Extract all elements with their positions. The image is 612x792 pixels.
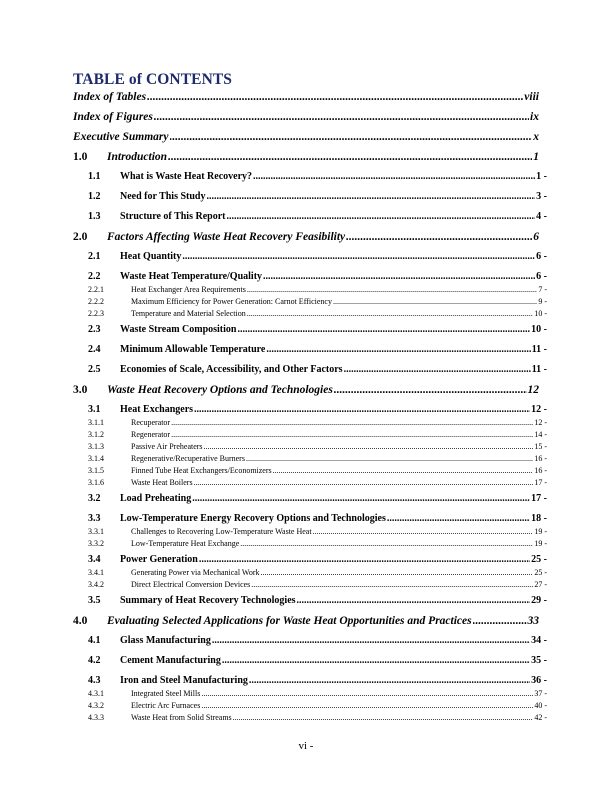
dot-leader [199, 554, 530, 565]
toc-entry-title: Regenerative/Recuperative Burners [131, 454, 245, 463]
toc-entry[interactable] [0, 635, 612, 649]
toc-entry-page: 4 - [536, 211, 547, 222]
toc-entry-title: Factors Affecting Waste Heat Recovery Feasibility [107, 231, 346, 243]
toc-entry[interactable] [0, 689, 612, 700]
dot-leader [246, 454, 533, 463]
toc-entry-page: 11 - [531, 344, 547, 355]
toc-entry-number: 4.3 [88, 675, 101, 686]
dot-leader [240, 539, 533, 548]
toc-entry-page: 17 - [531, 493, 547, 504]
toc-entry-page: 27 - [534, 580, 547, 589]
toc-entry-number: 3.4.1 [88, 568, 104, 577]
toc-entry-number: 1.3 [88, 211, 101, 222]
toc-entry-title: Challenges to Recovering Low-Temperature Waste Heat [131, 527, 312, 536]
toc-entry-number: 2.5 [88, 364, 101, 375]
dot-leader [212, 635, 530, 646]
toc-entry-title: Regenerator [131, 430, 171, 439]
toc-entry-title: Evaluating Selected Applications for Waste Heat Opportunities and Practices [107, 615, 472, 627]
toc-entry[interactable] [0, 309, 612, 320]
toc-entry-title: Heat Quantity [120, 251, 182, 262]
toc-entry-number: 3.3 [88, 513, 101, 524]
toc-entry-title: Temperature and Material Selection [131, 309, 246, 318]
toc-entry-number: 4.3.1 [88, 689, 104, 698]
toc-entry-page: 19 - [534, 539, 547, 548]
toc-entry-number: 4.3.2 [88, 701, 104, 710]
toc-entry-title: Structure of This Report [120, 211, 226, 222]
dot-leader [237, 324, 530, 335]
toc-entry-number: 3.0 [73, 384, 88, 396]
dot-leader [182, 251, 535, 262]
dot-leader [154, 111, 529, 123]
toc-entry[interactable] [0, 285, 612, 296]
toc-entry-number: 2.1 [88, 251, 101, 262]
toc-entry-number: 1.0 [73, 151, 88, 163]
toc-entry-number: 2.2.2 [88, 297, 104, 306]
toc-entry-page: 12 - [531, 404, 547, 415]
toc-entry[interactable] [0, 91, 612, 107]
toc-entry-title: Cement Manufacturing [120, 655, 221, 666]
toc-entry-page: 37 - [534, 689, 547, 698]
dot-leader [247, 285, 537, 294]
dot-leader [251, 580, 533, 589]
dot-leader [226, 211, 535, 222]
toc-entry[interactable] [0, 344, 612, 358]
dot-leader [170, 131, 533, 143]
toc-entry[interactable] [0, 615, 612, 631]
toc-entry-title: Passive Air Preheaters [131, 442, 203, 451]
dot-leader [346, 231, 532, 243]
toc-entry[interactable] [0, 454, 612, 465]
toc-entry[interactable] [0, 271, 612, 285]
toc-entry-page: 36 - [531, 675, 547, 686]
toc-entry-number: 3.4 [88, 554, 101, 565]
toc-entry-title: Electric Arc Furnaces [131, 701, 201, 710]
toc-entry-page: 7 - [538, 285, 547, 294]
toc-entry-title: Introduction [107, 151, 168, 163]
toc-entry[interactable] [0, 713, 612, 724]
dot-leader [201, 689, 533, 698]
toc-entry[interactable] [0, 442, 612, 453]
toc-entry[interactable] [0, 404, 612, 418]
dot-leader [253, 171, 535, 182]
dot-leader [204, 442, 534, 451]
toc-entry[interactable] [0, 554, 612, 568]
dot-leader [171, 430, 533, 439]
toc-entry[interactable] [0, 675, 612, 689]
toc-entry[interactable] [0, 111, 612, 127]
dot-leader [334, 384, 527, 396]
toc-entry[interactable] [0, 171, 612, 185]
toc-entry-number: 1.1 [88, 171, 101, 182]
dot-leader [473, 615, 527, 627]
toc-entry[interactable] [0, 478, 612, 489]
toc-entry[interactable] [0, 466, 612, 477]
toc-entry-page: 18 - [531, 513, 547, 524]
toc-entry-number: 2.2 [88, 271, 101, 282]
toc-entry[interactable] [0, 539, 612, 550]
toc-entry-title: Need for This Study [120, 191, 206, 202]
toc-entry[interactable] [0, 231, 612, 247]
toc-entry[interactable] [0, 131, 612, 147]
toc-entry[interactable] [0, 151, 612, 167]
toc-entry-number: 2.4 [88, 344, 101, 355]
toc-entry-number: 4.0 [73, 615, 88, 627]
toc-entry-page: 3 - [536, 191, 547, 202]
toc-entry-page: 25 - [531, 554, 547, 565]
toc-entry[interactable] [0, 324, 612, 338]
toc-entry[interactable] [0, 297, 612, 308]
toc-entry-page: 16 - [534, 466, 547, 475]
toc-entry[interactable] [0, 655, 612, 669]
toc-entry-number: 4.3.3 [88, 713, 104, 722]
dot-leader [168, 151, 532, 163]
toc-entry-number: 3.3.2 [88, 539, 104, 548]
toc-entry[interactable] [0, 211, 612, 225]
toc-entry-page: 1 [533, 151, 539, 163]
toc-entry-title: Direct Electrical Conversion Devices [131, 580, 251, 589]
dot-leader [201, 701, 533, 710]
dot-leader [261, 568, 534, 577]
toc-entry-title: Waste Heat from Solid Streams [131, 713, 232, 722]
toc-entry-page: 10 - [531, 324, 547, 335]
dot-leader [333, 297, 537, 306]
toc-entry-number: 2.3 [88, 324, 101, 335]
toc-entry-number: 2.2.1 [88, 285, 104, 294]
dot-leader [263, 271, 535, 282]
toc-entry-number: 3.1.3 [88, 442, 104, 451]
toc-entry-page: 11 - [531, 364, 547, 375]
toc-entry-title: Economies of Scale, Accessibility, and Other Factors [120, 364, 343, 375]
toc-entry-page: 16 - [534, 454, 547, 463]
toc-entry-page: x [533, 131, 539, 143]
dot-leader [249, 675, 530, 686]
toc-entry-title: Low-Temperature Heat Exchange [131, 539, 240, 548]
toc-entry-page: 14 - [534, 430, 547, 439]
toc-entry-page: 6 - [536, 271, 547, 282]
toc-entry-number: 3.1.4 [88, 454, 104, 463]
toc-entry-title: Waste Heat Boilers [131, 478, 193, 487]
toc-entry[interactable] [0, 701, 612, 712]
toc-entry-title: Low-Temperature Energy Recovery Options and Technologies [120, 513, 386, 524]
dot-leader [147, 91, 523, 103]
dot-leader [192, 493, 530, 504]
toc-entry-title: Heat Exchanger Area Requirements [131, 285, 246, 294]
toc-entry-title: Heat Exchangers [120, 404, 194, 415]
dot-leader [233, 713, 534, 722]
dot-leader [273, 466, 534, 475]
toc-entry[interactable] [0, 430, 612, 441]
toc-entry-title: Finned Tube Heat Exchangers/Economizers [131, 466, 272, 475]
toc-entry-page: ix [530, 111, 539, 123]
toc-entry[interactable] [0, 568, 612, 579]
toc-entry-number: 2.0 [73, 231, 88, 243]
toc-entry-title: Waste Heat Recovery Options and Technologies [107, 384, 333, 396]
toc-entry-title: Recuperator [131, 418, 171, 427]
toc-entry-page: 15 - [534, 442, 547, 451]
toc-entry-number: 4.2 [88, 655, 101, 666]
toc-entry-title: What is Waste Heat Recovery? [120, 171, 253, 182]
toc-entry[interactable] [0, 527, 612, 538]
toc-entry-page: 12 [527, 384, 539, 396]
toc-entry[interactable] [0, 384, 612, 400]
toc-entry-title: Executive Summary [73, 131, 169, 143]
toc-entry-title: Index of Figures [73, 111, 153, 123]
dot-leader [222, 655, 530, 666]
dot-leader [194, 478, 534, 487]
toc-entry-number: 3.1.5 [88, 466, 104, 475]
page-number: vi - [298, 740, 314, 752]
dot-leader [387, 513, 530, 524]
toc-entry-title: Integrated Steel Mills [131, 689, 201, 698]
toc-entry-number: 3.1.1 [88, 418, 104, 427]
dot-leader [194, 404, 530, 415]
toc-entry-number: 3.1.6 [88, 478, 104, 487]
dot-leader [344, 364, 531, 375]
toc-entry[interactable] [0, 595, 612, 609]
toc-entry-number: 2.2.3 [88, 309, 104, 318]
toc-entry[interactable] [0, 513, 612, 527]
toc-entry-number: 3.5 [88, 595, 101, 606]
toc-entry-title: Summary of Heat Recovery Technologies [120, 595, 296, 606]
dot-leader [313, 527, 534, 536]
toc-entry-number: 3.1.2 [88, 430, 104, 439]
toc-entry-title: Index of Tables [73, 91, 147, 103]
toc-entry-page: 19 - [534, 527, 547, 536]
toc-entry[interactable] [0, 191, 612, 205]
toc-entry-page: 25 - [534, 568, 547, 577]
toc-entry-page: 6 [533, 231, 539, 243]
toc-entry-page: 40 - [534, 701, 547, 710]
toc-entry-page: 12 - [534, 418, 547, 427]
toc-entry-title: Power Generation [120, 554, 198, 565]
toc-entry-title: Waste Heat Temperature/Quality [120, 271, 263, 282]
toc-entry-page: 33 [527, 615, 539, 627]
toc-entry-page: viii [524, 91, 539, 103]
toc-entry-number: 3.1 [88, 404, 101, 415]
toc-entry-title: Glass Manufacturing [120, 635, 211, 646]
toc-entry-title: Iron and Steel Manufacturing [120, 675, 248, 686]
toc-entry-title: Generating Power via Mechanical Work [131, 568, 260, 577]
dot-leader [206, 191, 535, 202]
toc-entry-title: Load Preheating [120, 493, 192, 504]
toc-entry-page: 35 - [531, 655, 547, 666]
toc-entry-title: Minimum Allowable Temperature [120, 344, 266, 355]
dot-leader [266, 344, 530, 355]
page-title: TABLE of CONTENTS [73, 71, 233, 88]
toc-entry-title: Waste Stream Composition [120, 324, 237, 335]
toc-entry-page: 42 - [534, 713, 547, 722]
toc-entry-page: 1 - [536, 171, 547, 182]
toc-entry-page: 17 - [534, 478, 547, 487]
toc-entry-number: 1.2 [88, 191, 101, 202]
toc-entry-page: 9 - [538, 297, 547, 306]
toc-entry-page: 29 - [531, 595, 547, 606]
toc-entry-number: 3.2 [88, 493, 101, 504]
toc-entry[interactable] [0, 251, 612, 265]
toc-entry-page: 34 - [531, 635, 547, 646]
toc-entry[interactable] [0, 493, 612, 507]
toc-entry[interactable] [0, 364, 612, 378]
toc-entry-number: 4.1 [88, 635, 101, 646]
toc-entry-number: 3.3.1 [88, 527, 104, 536]
dot-leader [171, 418, 533, 427]
toc-entry-page: 10 - [534, 309, 547, 318]
dot-leader [297, 595, 531, 606]
toc-entry-page: 6 - [536, 251, 547, 262]
toc-entry-number: 3.4.2 [88, 580, 104, 589]
toc-entry-title: Maximum Efficiency for Power Generation: Carnot Efficiency [131, 297, 332, 306]
toc-entry[interactable] [0, 418, 612, 429]
toc-entry[interactable] [0, 580, 612, 591]
dot-leader [247, 309, 534, 318]
